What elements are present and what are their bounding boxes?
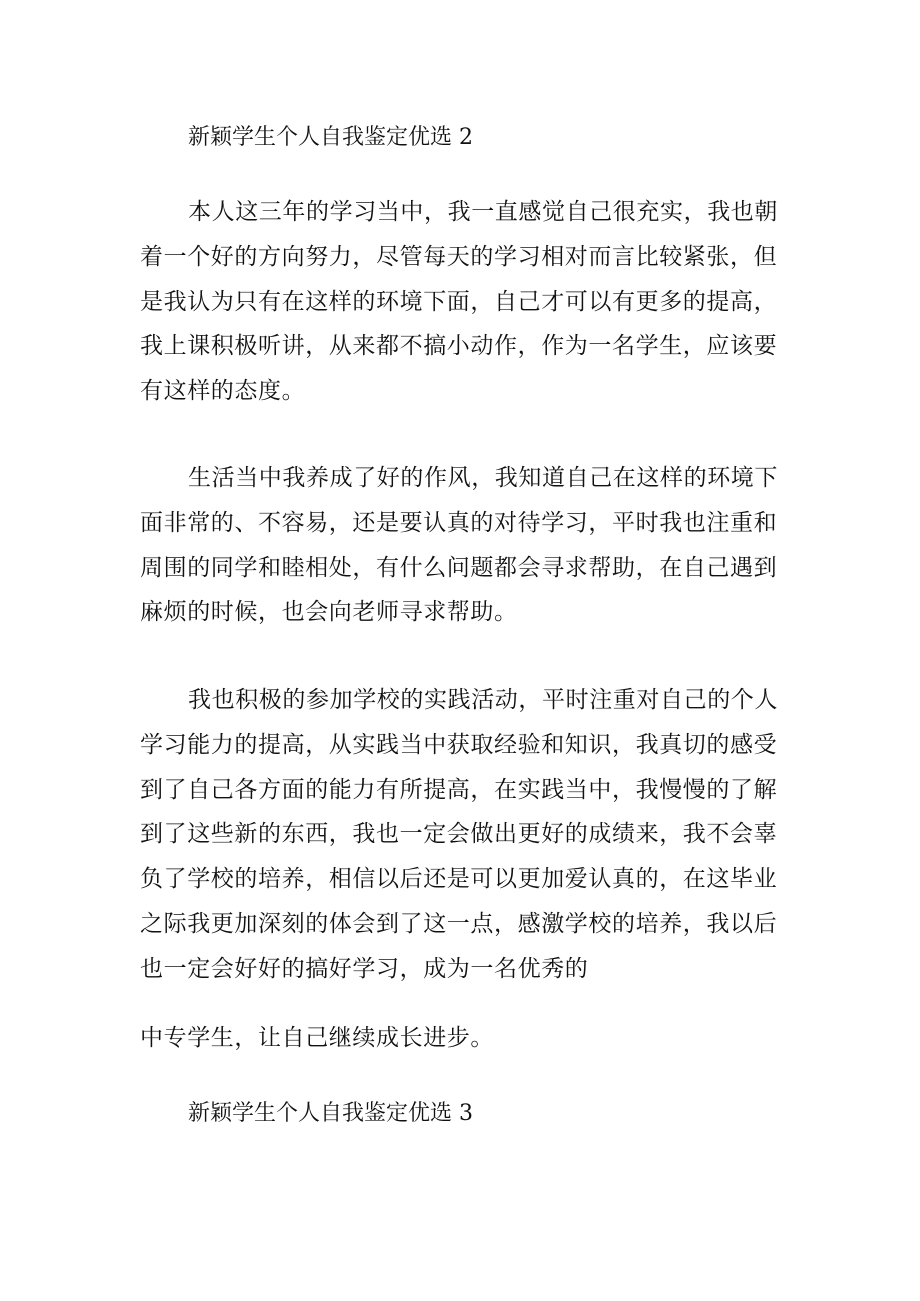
paragraph-closing: 中专学生，让自己继续成长进步。 (140, 1025, 494, 1051)
paragraph-practice: 我也积极的参加学校的实践活动，平时注重对自己的个人学习能力的提高，从实践当中获取经验和知识，我真切的感受到了自己各方面的能力有所提高，在实践当中，我慢慢的了解到了这些新的东西，我也一定会做出更好的成绩来，我不会辜负了学校的培养，相信以后还是可以更加爱认真的，在这毕业之际我更加深刻的体会到了这一点，感激学校的培养，我以后也一定会好好的搞好学习，成为一名优秀的 (140, 687, 778, 982)
paragraph-study: 本人这三年的学习当中，我一直感觉自己很充实，我也朝着一个好的方向努力，尽管每天的学习相对而言比较紧张，但是我认为只有在这样的环境下面，自己才可以有更多的提高，我上课积极听讲，从来都不搞小动作，作为一名学生，应该要有这样的态度。 (140, 199, 778, 405)
section-heading-3: 新颖学生个人自我鉴定优选 3 (188, 1101, 473, 1126)
section-heading-2: 新颖学生个人自我鉴定优选 2 (188, 125, 473, 150)
paragraph-life: 生活当中我养成了好的作风，我知道自己在这样的环境下面非常的、不容易，还是要认真的对待学习，平时我也注重和周围的同学和睦相处，有什么问题都会寻求帮助，在自己遇到麻烦的时候，也会向老师寻求帮助。 (140, 465, 778, 626)
